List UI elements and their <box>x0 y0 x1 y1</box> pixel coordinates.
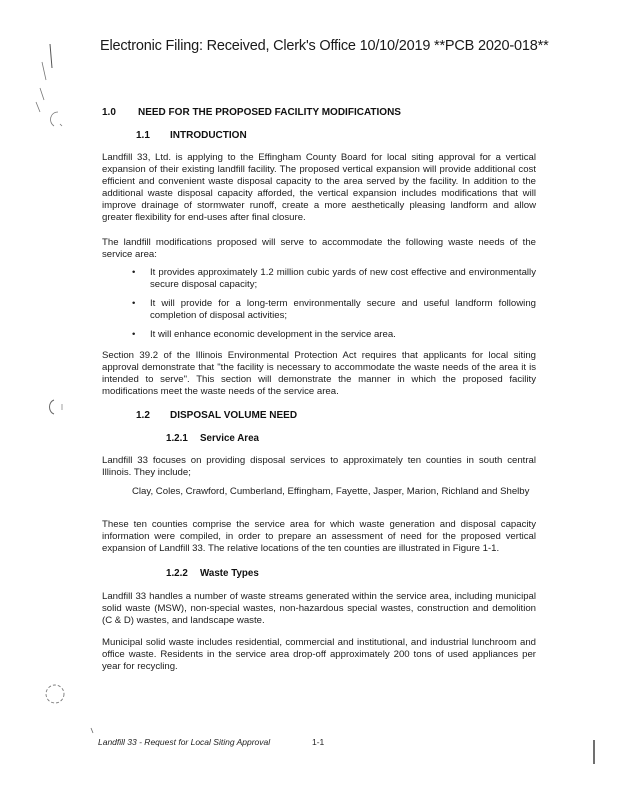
section-number: 1.2.1 <box>166 433 188 444</box>
section-title: Waste Types <box>200 568 259 579</box>
section-heading-1-2-2 <box>166 568 259 579</box>
filing-header: Electronic Filing: Received, Clerk's Office 10/10/2019 **PCB 2020-018** <box>100 38 549 54</box>
bullet-icon: • <box>132 267 136 278</box>
intro-paragraph-2: The landfill modifications proposed will serve to accommodate the following waste needs of the service area: <box>102 237 536 261</box>
list-item: • It will provide for a long-term environmentally secure and useful landform following completion of disposal activities; <box>132 298 536 322</box>
binder-hole-mark-top <box>28 40 68 140</box>
section-heading-1-1 <box>136 130 247 141</box>
bullet-icon: • <box>132 298 136 310</box>
intro-paragraph-1: Landfill 33, Ltd. is applying to the Effingham County Board for local siting approval for a vertical expansion of their existing landfill facility. The proposed vertical expansion will provide additional cost efficient and convenient waste disposal capacity to the area served by the facility. In addition to the additional waste disposal capacity afforded, the vertical expansion includes modifications that will improve drainage of stormwater runoff, create a more aesthetically pleasing landform and allow greater flexibility for end-uses after final closure. <box>102 152 536 224</box>
service-area-paragraph-1: Landfill 33 focuses on providing disposal services to approximately ten counties in south central Illinois. They include; <box>102 455 536 479</box>
county-list: Clay, Coles, Crawford, Cumberland, Effingham, Fayette, Jasper, Marion, Richland and Shelby <box>132 486 530 497</box>
list-item: • It provides approximately 1.2 million cubic yards of new cost effective and environmentally secure disposal capacity; <box>132 267 536 291</box>
section-number: 1.2.2 <box>166 568 188 579</box>
binder-hole-mark-bottom <box>42 680 70 710</box>
waste-types-paragraph-2: Municipal solid waste includes residential, commercial and institutional, and industrial lunchroom and office waste. Residents in the service area drop-off approximately 200 tons of used appliances per year for recycling. <box>102 637 536 673</box>
needs-bullet-list <box>130 267 536 348</box>
list-item: • It will enhance economic development in the service area. <box>132 329 396 341</box>
footer-document-title: Landfill 33 - Request for Local Siting Approval <box>98 737 271 747</box>
edge-mark-bottom-right <box>590 738 598 766</box>
intro-paragraph-3: Section 39.2 of the Illinois Environmental Protection Act requires that applicants for local siting approval demonstrate that "the facility is necessary to accommodate the waste needs of the area it is intended to serve". This section will demonstrate the manner in which the proposed facility modifications meet the waste needs of the service area. <box>102 350 536 398</box>
section-number: 1.2 <box>136 410 150 421</box>
edge-mark-footer-left <box>88 726 96 736</box>
waste-types-paragraph-1: Landfill 33 handles a number of waste streams generated within the service area, including municipal solid waste (MSW), non-special wastes, non-hazardous special wastes, construction and demolition (C & D) wastes, and landscape waste. <box>102 591 536 627</box>
section-heading-1-2 <box>136 410 297 421</box>
binder-hole-mark-middle <box>44 396 68 420</box>
section-number: 1.1 <box>136 130 150 141</box>
section-heading-1-2-1 <box>166 433 259 444</box>
section-title: NEED FOR THE PROPOSED FACILITY MODIFICATIONS <box>138 107 401 118</box>
bullet-icon: • <box>132 329 136 341</box>
section-title: Service Area <box>200 433 260 444</box>
section-number: 1.0 <box>102 107 116 118</box>
section-title: INTRODUCTION <box>170 130 247 141</box>
service-area-paragraph-2: These ten counties comprise the service area for which waste generation and disposal capacity information were compiled, in order to prepare an assessment of need for the proposed vertical expansion of Landfill 33. The relative locations of the ten counties are illustrated in Figure 1-1. <box>102 519 536 555</box>
footer-page-number: 1-1 <box>312 737 325 747</box>
section-heading-1-0 <box>102 107 401 118</box>
section-title: DISPOSAL VOLUME NEED <box>170 410 298 421</box>
